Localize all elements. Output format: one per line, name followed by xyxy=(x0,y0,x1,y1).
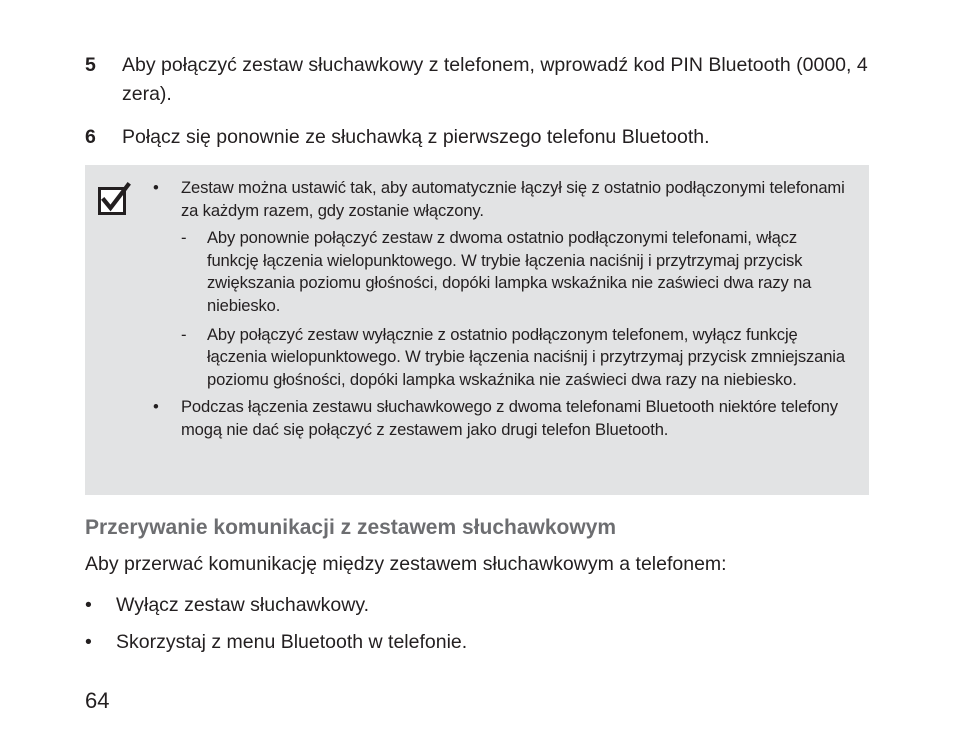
note-subitem-text: Aby ponownie połączyć zestaw z dwoma ostatnio podłączonymi telefonami, włącz funkcję łączenia wielopunktowego. W trybie łączenia naciśnij i przytrzymaj przycisk zwiększania poziomu głośności, dopóki lampka wskaźnika nie zaświeci dwa razy na niebiesko. xyxy=(207,228,812,315)
step-6 xyxy=(85,123,875,152)
list-item xyxy=(85,631,467,668)
note-subitem xyxy=(181,324,852,392)
bullet: • xyxy=(85,631,92,653)
list-item xyxy=(85,594,467,631)
note-item-text: Podczas łączenia zestawu słuchawkowego z dwoma telefonami Bluetooth niektóre telefony mogą nie dać się połączyć z zestawem jako drugi telefon Bluetooth. xyxy=(181,397,838,439)
note-box xyxy=(85,165,869,495)
step-text: Połącz się ponownie ze słuchawką z pierwszego telefonu Bluetooth. xyxy=(122,126,710,148)
step-5 xyxy=(85,51,875,109)
list-item-text: Wyłącz zestaw słuchawkowy. xyxy=(116,594,370,616)
list-item-text: Skorzystaj z menu Bluetooth w telefonie. xyxy=(116,631,468,653)
note-list xyxy=(152,177,852,442)
note-subitem-text: Aby połączyć zestaw wyłącznie z ostatnio podłączonym telefonem, wyłącz funkcję łączenia wielopunktowego. W trybie łączenia naciśnij i przytrzymaj przycisk zmniejszania poziomu głośności, dopóki lampka wskaźnika nie zaświeci dwa razy na niebiesko. xyxy=(207,324,845,389)
bullet: • xyxy=(85,594,92,616)
checkbox-check-icon xyxy=(98,182,134,216)
note-item xyxy=(152,177,852,391)
note-item xyxy=(152,396,852,441)
dash: - xyxy=(181,228,187,248)
note-subitem xyxy=(181,227,852,317)
page-number: 64 xyxy=(85,688,110,713)
bullet: • xyxy=(153,397,159,417)
note-item-text: Zestaw można ustawić tak, aby automatycznie łączył się z ostatnio podłączonymi telefonami za każdym razem, gdy zostanie włączony. xyxy=(181,178,845,220)
section-bullet-list xyxy=(85,594,467,668)
section-intro: Aby przerwać komunikację między zestawem słuchawkowym a telefonem: xyxy=(85,553,727,575)
bullet: • xyxy=(153,178,159,197)
step-number: 5 xyxy=(85,54,96,76)
step-number: 6 xyxy=(85,126,96,148)
step-text: Aby połączyć zestaw słuchawkowy z telefonem, wprowadź kod PIN Bluetooth (0000, 4 zera). xyxy=(122,54,868,105)
dash: - xyxy=(181,324,187,344)
section-heading: Przerywanie komunikacji z zestawem słuchawkowym xyxy=(85,516,617,539)
